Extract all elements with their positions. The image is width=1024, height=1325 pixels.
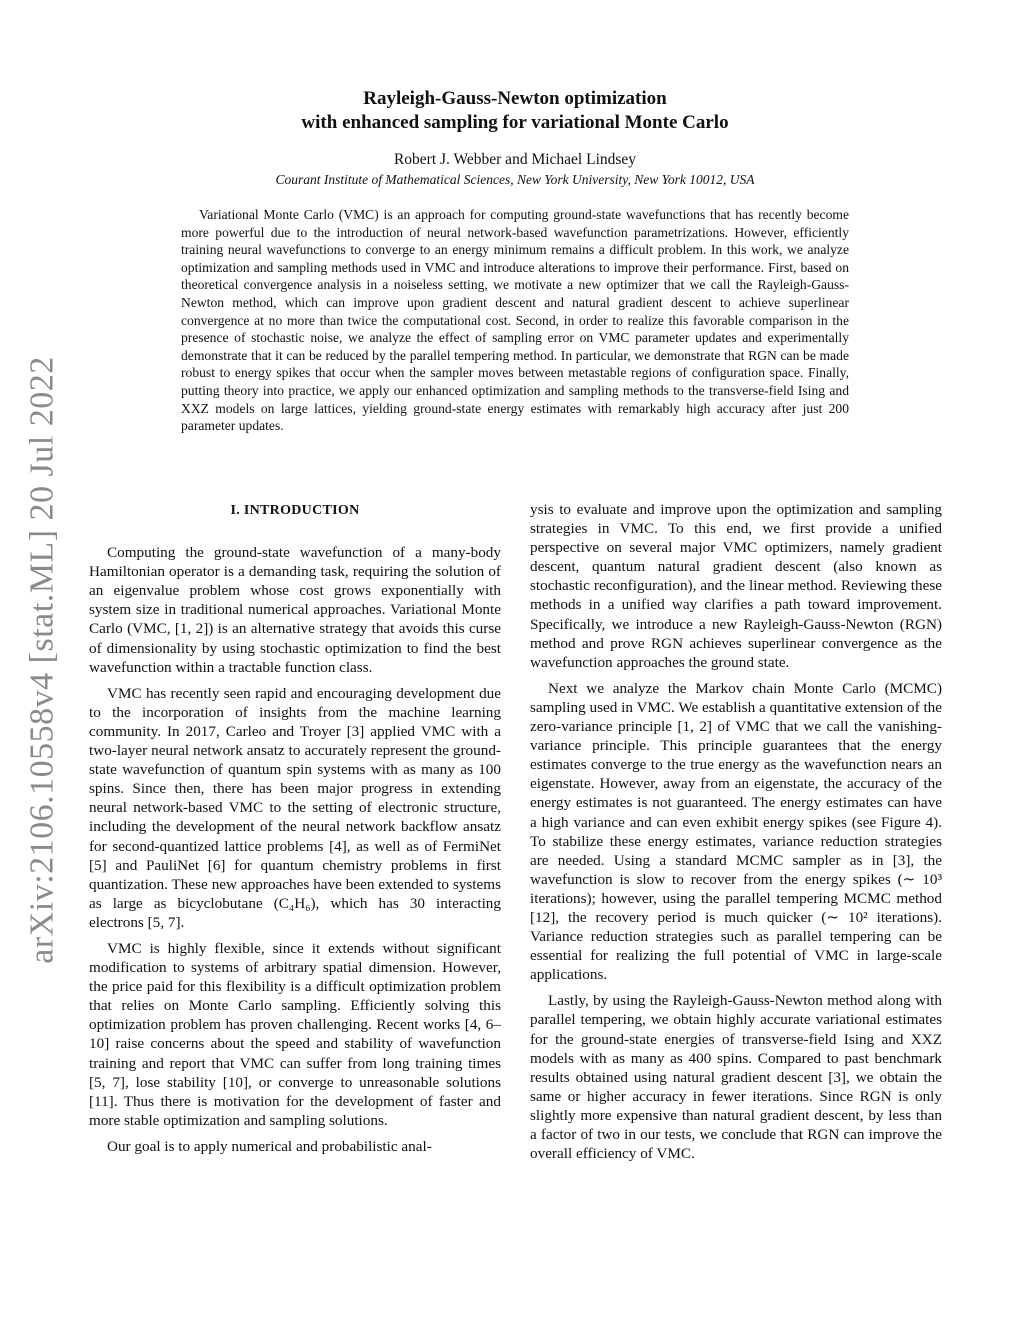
intro-paragraph-1: Computing the ground-state wavefunction of a many-body Hamiltonian operator is a demanding task, requiring the solution of an eigenvalue problem whose cost grows exponentially with system size in traditional numerical approaches. Variational Monte Carlo (VMC, [1, 2]) is an alternative strategy that avoids this curse of dimensionality by using stochastic optimization to find the best wavefunction within a tractable function class. xyxy=(89,544,501,676)
intro-paragraph-continued: ysis to evaluate and improve upon the optimization and sampling strategies in VMC. To this end, we first provide a unified perspective on several major VMC optimizers, namely gradient descent, quantum natural gradient descent (also known as stochastic reconfiguration), and the linear method. Reviewing these methods in a unified way clarifies a path toward improvement. Specifically, we introduce a new Rayleigh-Gauss-Newton (RGN) method and prove RGN achieves superlinear convergence as the wavefunction approaches the ground state. xyxy=(530,501,942,671)
paper-title-line-2: with enhanced sampling for variational Monte Carlo xyxy=(301,112,729,133)
intro-paragraph-2: VMC has recently seen rapid and encouraging development due to the incorporation of insights from the machine learning community. In 2017, Carleo and Troyer [3] applied VMC with a two-layer neural network ansatz to accurately represent the ground-state wavefunction of quantum spin systems with as many as 100 spins. Since then, there has been major progress in extending neural network-based VMC to the setting of electronic structure, including the development of the neural network backflow ansatz for second-quantized lattice problems [4], as well as of FermiNet [5] and PauliNet [6] for quantum chemistry problems in first quantization. These new approaches have been extended to systems as large as bicyclobutane (C₄H₆), which has 30 interacting electrons [5, 7]. xyxy=(89,684,501,931)
intro-paragraph-3: VMC is highly flexible, since it extends without significant modification to systems of arbitrary spatial dimension. However, the price paid for this flexibility is a difficult optimization problem that relies on Monte Carlo sampling. Efficiently solving this optimization problem has proven challenging. Recent works [4, 6–10] raise concerns about the speed and stability of wavefunction training and report that VMC can suffer from long training times [5, 7], lose stability [10], or converge to unreasonable solutions [11]. Thus there is motivation for the development of faster and more stable optimization and sampling solutions. xyxy=(89,939,501,1129)
paper-authors: Robert J. Webber and Michael Lindsey xyxy=(393,151,637,168)
intro-paragraph-mcmc: Next we analyze the Markov chain Monte Carlo (MCMC) sampling used in VMC. We establish a quantitative extension of the zero-variance principle [1, 2] of VMC that we call the vanishing-variance principle. This principle guarantees that the energy estimates converge to the true energy as the wavefunction nears an eigenstate. However, away from an eigenstate, the accuracy of the energy estimates is not guaranteed. The energy estimates can have a high variance and can even exhibit energy spikes (see Figure 4). To stabilize these energy estimates, variance reduction strategies are needed. Using a standard MCMC sampler as in [3], the wavefunction is slow to recover from the energy spikes (∼ 10³ iterations); however, using the parallel tempering MCMC method [12], the recovery period is much quicker (∼ 10² iterations). Variance reduction strategies such as parallel tempering can be essential for realizing the full potential of VMC in large-scale applications. xyxy=(530,679,943,984)
paper-abstract: Variational Monte Carlo (VMC) is an approach for computing ground-state wavefunctions that has recently become more powerful due to the introduction of neural network-based wavefunction parametrizations. However, efficiently training neural wavefunctions to converge to an energy minimum remains a difficult problem. In this work, we analyze optimization and sampling methods used in VMC and introduce alterations to improve their performance. First, based on theoretical convergence analysis in a noiseless setting, we motivate a new optimizer that we call the Rayleigh-Gauss-Newton method, which can improve upon gradient descent and natural gradient descent to achieve superlinear convergence at no more than twice the computational cost. Second, in order to realize this favorable comparison in the presence of stochastic noise, we analyze the effect of sampling error on VMC parameter updates and experimentally demonstrate that it can be reduced by the parallel tempering method. In particular, we demonstrate that RGN can be made robust to energy spikes that occur when the sampler moves between metastable regions of configuration space. Finally, putting theory into practice, we apply our enhanced optimization and sampling methods to the transverse-field Ising and XXZ models on large lattices, yielding ground-state energy estimates with remarkably high accuracy after just 200 parameter updates. xyxy=(181,207,849,434)
section-heading-introduction: I. INTRODUCTION xyxy=(230,503,360,518)
paper-title xyxy=(150,87,880,135)
right-column xyxy=(530,500,942,1170)
left-column xyxy=(89,500,501,1163)
arxiv-identifier-stamp xyxy=(14,356,72,964)
paper-title-line-1: Rayleigh-Gauss-Newton optimization xyxy=(363,88,667,109)
paper-affiliation: Courant Institute of Mathematical Sciences, New York University, New York 10012, USA xyxy=(275,172,755,187)
intro-paragraph-results: Lastly, by using the Rayleigh-Gauss-Newton method along with parallel tempering, we obtain highly accurate variational estimates for the ground-state energies of transverse-field Ising and XXZ models with as many as 400 spins. Compared to past benchmark results obtained using natural gradient descent [3], we obtain the same or higher accuracy in fewer iterations. Since RGN is only slightly more expensive than natural gradient descent, by less than a factor of two in our tests, we conclude that RGN can improve the overall efficiency of VMC. xyxy=(530,992,942,1163)
arxiv-identifier-text: arXiv:2106.10558v4 [stat.ML] 20 Jul 2022 xyxy=(24,356,61,964)
intro-paragraph-4: Our goal is to apply numerical and probabilistic anal- xyxy=(107,1137,432,1155)
